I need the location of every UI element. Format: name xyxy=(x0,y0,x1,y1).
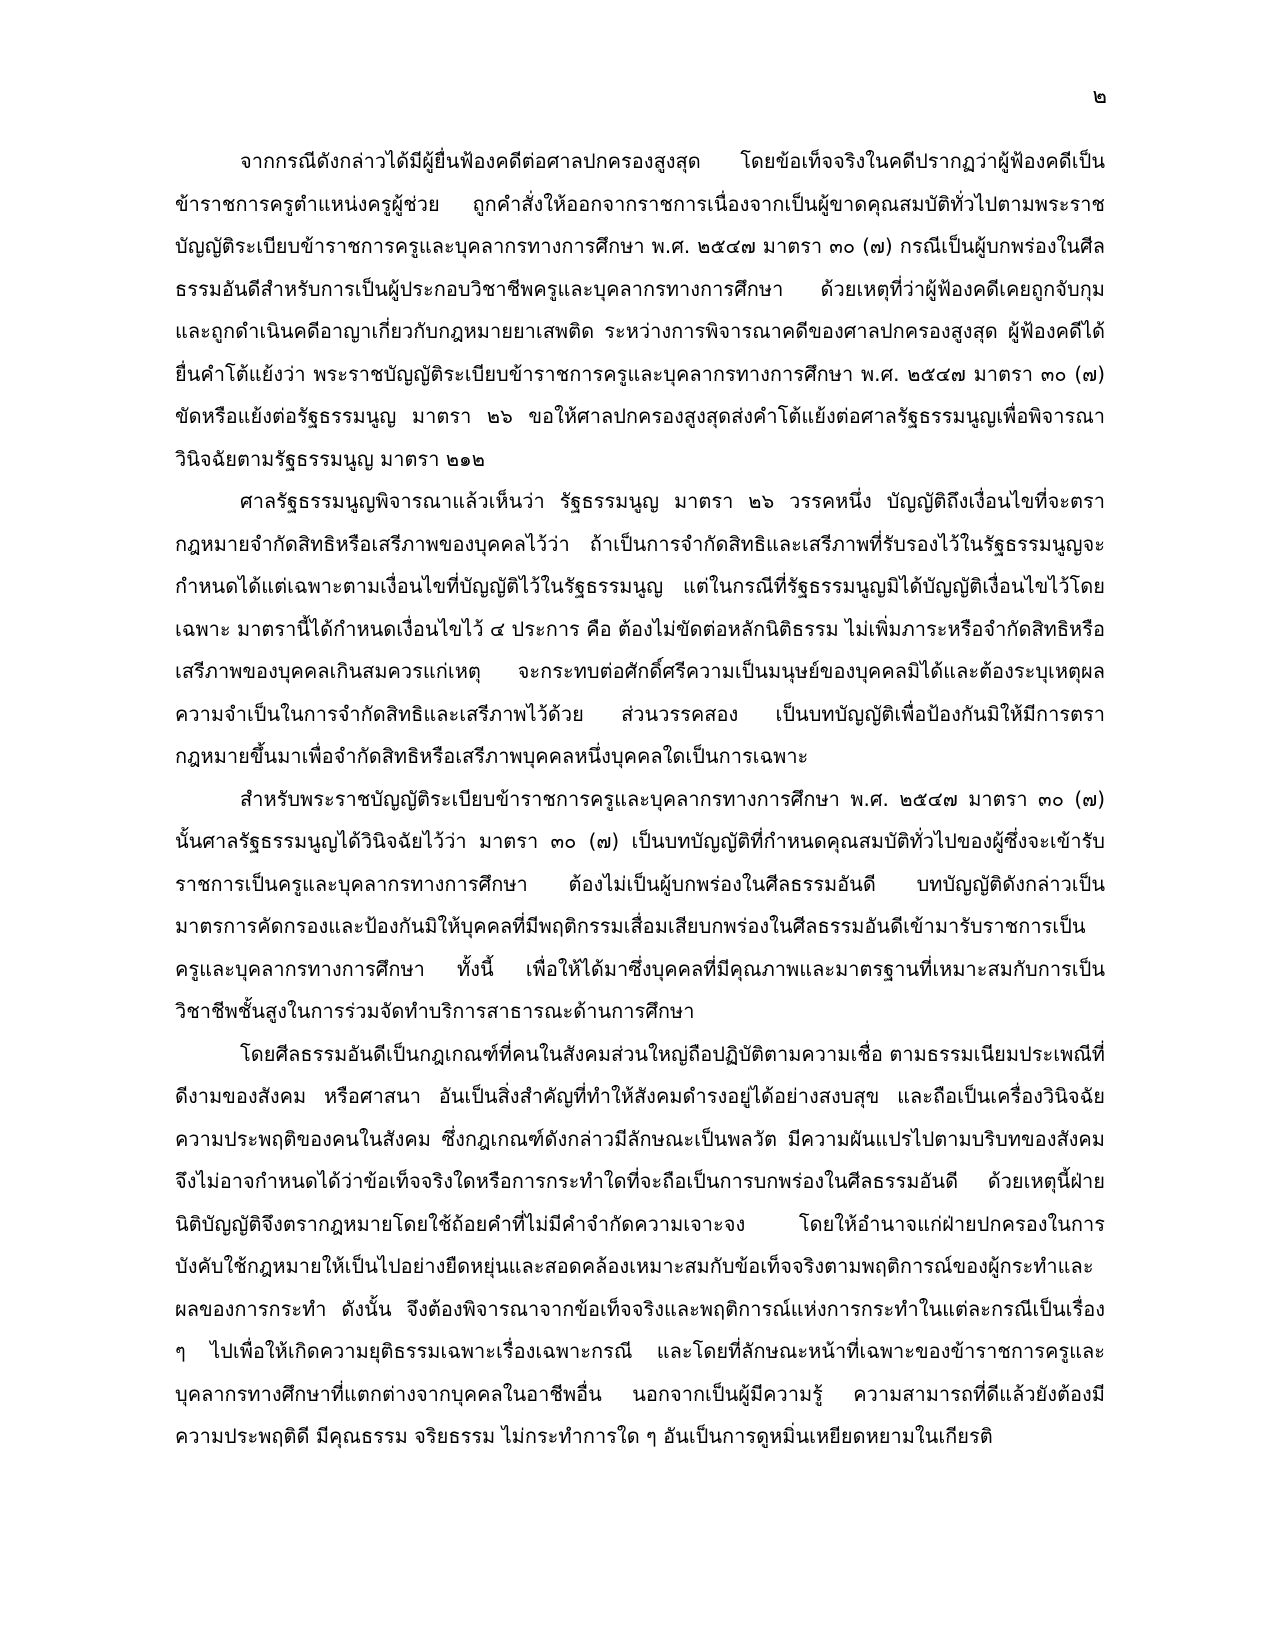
page-number: ๒ xyxy=(1092,84,1107,109)
paragraph-good-morals: โดยศีลธรรมอันดีเป็นกฎเกณฑ์ที่คนในสังคมส่วนใหญ่ถือปฏิบัติตามความเชื่อ ตามธรรมเนียมประเพณีที่ดีงามของสังคม หรือศาสนา อันเป็นสิ่งสำคัญที่ทำให้สังคมดำรงอยู่ได้อย่างสงบสุข และถือเป็นเครื่องวินิจฉัยความประพฤติของคนในสังคม ซึ่งกฎเกณฑ์ดังกล่าวมีลักษณะเป็นพลวัต มีความผันแปรไปตามบริบทของสังคมจึงไม่อาจกำหนดได้ว่าข้อเท็จจริงใดหรือการกระทำใดที่จะถือเป็นการบกพร่องในศีลธรรมอันดี ด้วยเหตุนี้ฝ่ายนิติบัญญัติจึงตรากฎหมายโดยใช้ถ้อยคำที่ไม่มีคำจำกัดความเจาะจง โดยให้อำนาจแก่ฝ่ายปกครองในการบังคับใช้กฎหมายให้เป็นไปอย่างยืดหยุ่นและสอดคล้องเหมาะสมกับข้อเท็จจริงตามพฤติการณ์ของผู้กระทำและผลของการกระทำ ดังนั้น จึงต้องพิจารณาจากข้อเท็จจริงและพฤติการณ์แห่งการกระทำในแต่ละกรณีเป็นเรื่อง ๆ ไปเพื่อให้เกิดความยุติธรรมเฉพาะเรื่องเฉพาะกรณี และโดยที่ลักษณะหน้าที่เฉพาะของข้าราชการครูและบุคลากรทางศึกษาที่แตกต่างจากบุคคลในอาชีพอื่น นอกจากเป็นผู้มีความรู้ ความสามารถที่ดีแล้วยังต้องมีความประพฤติดี มีคุณธรรม จริยธรรม ไม่กระทำการใด ๆ อันเป็นการดูหมิ่นเหยียดหยามในเกียรติ xyxy=(175,1041,1105,1448)
paragraph-section-30-ruling: สำหรับพระราชบัญญัติระเบียบข้าราชการครูและบุคลากรทางการศึกษา พ.ศ. ๒๕๔๗ มาตรา ๓๐ (๗) นั้นศาลรัฐธรรมนูญได้วินิจฉัยไว้ว่า มาตรา ๓๐ (๗) เป็นบทบัญญัติที่กำหนดคุณสมบัติทั่วไปของผู้ซึ่งจะเข้ารับราชการเป็นครูและบุคลากรทางการศึกษา ต้องไม่เป็นผู้บกพร่องในศีลธรรมอันดี บทบัญญัติดังกล่าวเป็นมาตรการคัดกรองและป้องกันมิให้บุคคลที่มีพฤติกรรมเสื่อมเสียบกพร่องในศีลธรรมอันดีเข้ามารับราชการเป็นครูและบุคลากรทางการศึกษา ทั้งนี้ เพื่อให้ได้มาซึ่งบุคคลที่มีคุณภาพและมาตรฐานที่เหมาะสมกับการเป็นวิชาชีพชั้นสูงในการร่วมจัดทำบริการสาธารณะด้านการศึกษา xyxy=(175,786,1105,1023)
paragraph-case-background: จากกรณีดังกล่าวได้มีผู้ยื่นฟ้องคดีต่อศาลปกครองสูงสุด โดยข้อเท็จจริงในคดีปรากฏว่าผู้ฟ้องคดีเป็นข้าราชการครูตำแหน่งครูผู้ช่วย ถูกคำสั่งให้ออกจากราชการเนื่องจากเป็นผู้ขาดคุณสมบัติทั่วไปตามพระราชบัญญัติระเบียบข้าราชการครูและบุคลากรทางการศึกษา พ.ศ. ๒๕๔๗ มาตรา ๓๐ (๗) กรณีเป็นผู้บกพร่องในศีลธรรมอันดีสำหรับการเป็นผู้ประกอบวิชาชีพครูและบุคลากรทางการศึกษา ด้วยเหตุที่ว่าผู้ฟ้องคดีเคยถูกจับกุมและถูกดำเนินคดีอาญาเกี่ยวกับกฎหมายยาเสพติด ระหว่างการพิจารณาคดีของศาลปกครองสูงสุด ผู้ฟ้องคดีได้ยื่นคำโต้แย้งว่า พระราชบัญญัติระเบียบข้าราชการครูและบุคลากรทางการศึกษา พ.ศ. ๒๕๔๗ มาตรา ๓๐ (๗) ขัดหรือแย้งต่อรัฐธรรมนูญ มาตรา ๒๖ ขอให้ศาลปกครองสูงสุดส่งคำโต้แย้งต่อศาลรัฐธรรมนูญเพื่อพิจารณาวินิจฉัยตามรัฐธรรมนูญ มาตรา ๒๑๒ xyxy=(175,149,1105,471)
document-body xyxy=(175,140,1105,1458)
paragraph-constitution-section-26: ศาลรัฐธรรมนูญพิจารณาแล้วเห็นว่า รัฐธรรมนูญ มาตรา ๒๖ วรรคหนึ่ง บัญญัติถึงเงื่อนไขที่จะตรากฎหมายจำกัดสิทธิหรือเสรีภาพของบุคคลไว้ว่า ถ้าเป็นการจำกัดสิทธิและเสรีภาพที่รับรองไว้ในรัฐธรรมนูญจะกำหนดได้แต่เฉพาะตามเงื่อนไขที่บัญญัติไว้ในรัฐธรรมนูญ แต่ในกรณีที่รัฐธรรมนูญมิได้บัญญัติเงื่อนไขไว้โดยเฉพาะ มาตรานี้ได้กำหนดเงื่อนไขไว้ ๔ ประการ คือ ต้องไม่ขัดต่อหลักนิติธรรม ไม่เพิ่มภาระหรือจำกัดสิทธิหรือเสรีภาพของบุคคลเกินสมควรแก่เหตุ จะกระทบต่อศักดิ์ศรีความเป็นมนุษย์ของบุคคลมิได้และต้องระบุเหตุผลความจำเป็นในการจำกัดสิทธิและเสรีภาพไว้ด้วย ส่วนวรรคสอง เป็นบทบัญญัติเพื่อป้องกันมิให้มีการตรากฎหมายขึ้นมาเพื่อจำกัดสิทธิหรือเสรีภาพบุคคลหนึ่งบุคคลใดเป็นการเฉพาะ xyxy=(175,489,1105,768)
